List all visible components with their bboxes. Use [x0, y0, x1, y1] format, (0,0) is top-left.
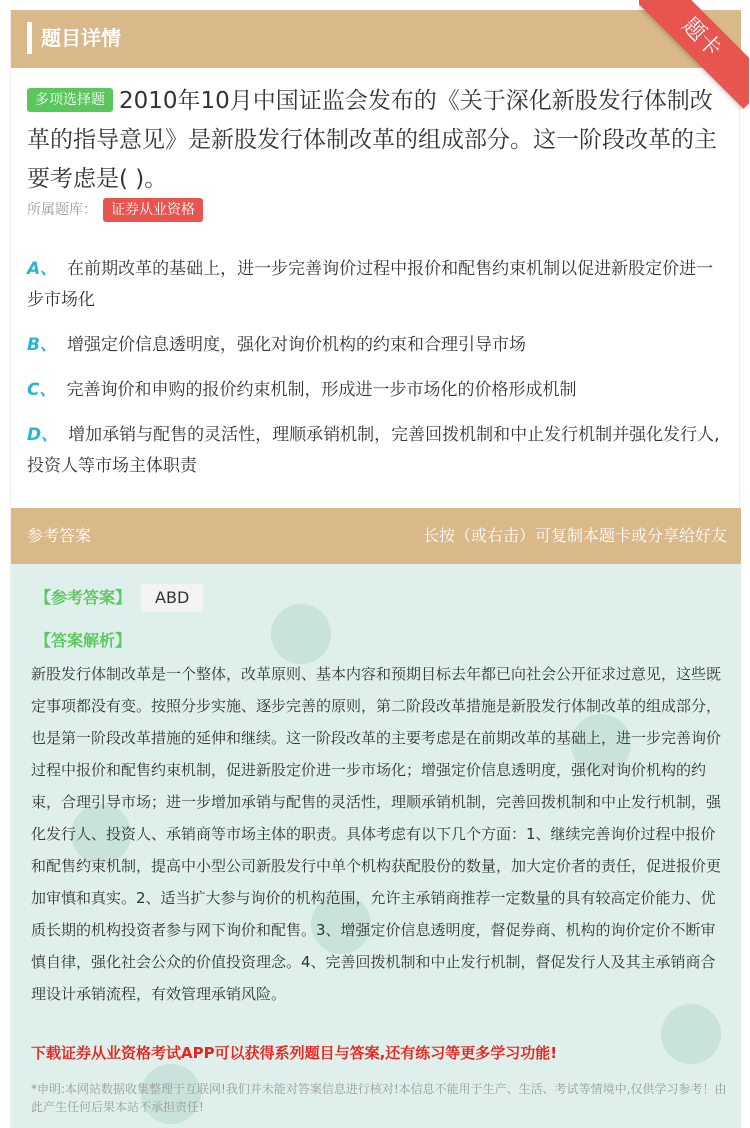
share-hint: 长按（或右击）可复制本题卡或分享给好友: [422, 526, 727, 545]
question-card: [10, 10, 740, 1128]
option-text: 增加承销与配售的灵活性，理顺承销机制，完善回拨机制和中止发行机制并强化发行人,投资人等市场主体职责: [27, 425, 720, 476]
bank-tag[interactable]: 证券从业资格: [103, 198, 203, 222]
option-c[interactable]: [27, 375, 727, 406]
option-text: 完善询价和申购的报价约束机制，形成进一步市场化的价格形成机制: [66, 380, 577, 400]
option-a[interactable]: [27, 254, 727, 316]
option-key: A、: [27, 259, 58, 279]
app-promo-link[interactable]: 下载证券从业资格考试APP可以获得系列题目与答案,还有练习等更多学习功能!: [31, 1044, 558, 1062]
option-text: 在前期改革的基础上，进一步完善询价过程中报价和配售约束机制以促进新股定价进一步市场化: [27, 259, 714, 310]
header-accent-bar: [27, 22, 32, 54]
option-text: 增强定价信息透明度，强化对询价机构的约束和合理引导市场: [66, 335, 526, 355]
ribbon-corner: [639, 0, 749, 110]
answer-header: [11, 508, 741, 564]
question-text-block: [27, 82, 727, 199]
option-key: D、: [27, 425, 59, 445]
options-list: [27, 254, 727, 496]
disclaimer: *申明:本网站数据收集整理于互联网!我们并未能对答案信息进行核对!本信息不能用于生产、生活、考试等情境中,仅供学习参考！由此产生任何后果本站不承担责任!: [31, 1082, 727, 1114]
answer-body: [11, 564, 741, 1128]
explain-label: 【答案解析】: [35, 631, 132, 650]
answer-value[interactable]: ABD: [141, 584, 203, 612]
explain-text: 新股发行体制改革是一个整体，改革原则、基本内容和预期目标去年都已向社会公开征求过意见，这些既定事项都没有变。按照分步实施、逐步完善的原则，第二阶段改革措施是新股发行体制改革的组成部分，也是第一阶段改革措施的延伸和继续。这一阶段改革的主要考虑是在前期改革的基础上，进一步完善询价过程中报价和配售约束机制，促进新股定价进一步市场化；增强定价信息透明度，强化对询价机构的约束，合理引导市场；进一步增加承销与配售的灵活性，理顺承销机制，完善回拨机制和中止发行机制，强化发行人、投资人、承销商等市场主体的职责。具体考虑有以下几个方面：1、继续完善询价过程中报价和配售约束机制，提高中小型公司新股发行中单个机构获配股份的数量，加大定价者的责任，促进报价更加审慎和真实。2、适当扩大参与询价的机构范围，允许主承销商推荐一定数量的具有较高定价能力、优质长期的机构投资者参与网下询价和配售。3、增强定价信息透明度，督促券商、机构的询价定价不断审慎自律，强化社会公众的价值投资理念。4、完善回拨机制和中止发行机制，督促发行人及其主承销商合理设计承销流程，有效管理承销风险。: [31, 665, 722, 1003]
card-header: [11, 10, 741, 68]
option-key: C、: [27, 380, 57, 400]
option-d[interactable]: [27, 420, 727, 482]
question-bank: [27, 198, 203, 222]
option-key: B、: [27, 335, 57, 355]
header-title: 题目详情: [41, 26, 121, 50]
option-b[interactable]: [27, 330, 727, 361]
watermark-circle: [271, 604, 331, 664]
answer-section-title: 参考答案: [27, 526, 92, 545]
bank-label: 所属题库：: [27, 202, 97, 218]
question-text: 2010年10月中国证监会发布的《关于深化新股发行体制改革的指导意见》是新股发行体制改革的组成部分。这一阶段改革的主要考虑是( )。: [27, 88, 717, 192]
answer-label: 【参考答案】: [35, 588, 132, 607]
question-type-tag: 多项选择题: [27, 88, 113, 112]
answer-line: [35, 584, 203, 612]
ribbon-badge: 题卡: [639, 0, 749, 109]
